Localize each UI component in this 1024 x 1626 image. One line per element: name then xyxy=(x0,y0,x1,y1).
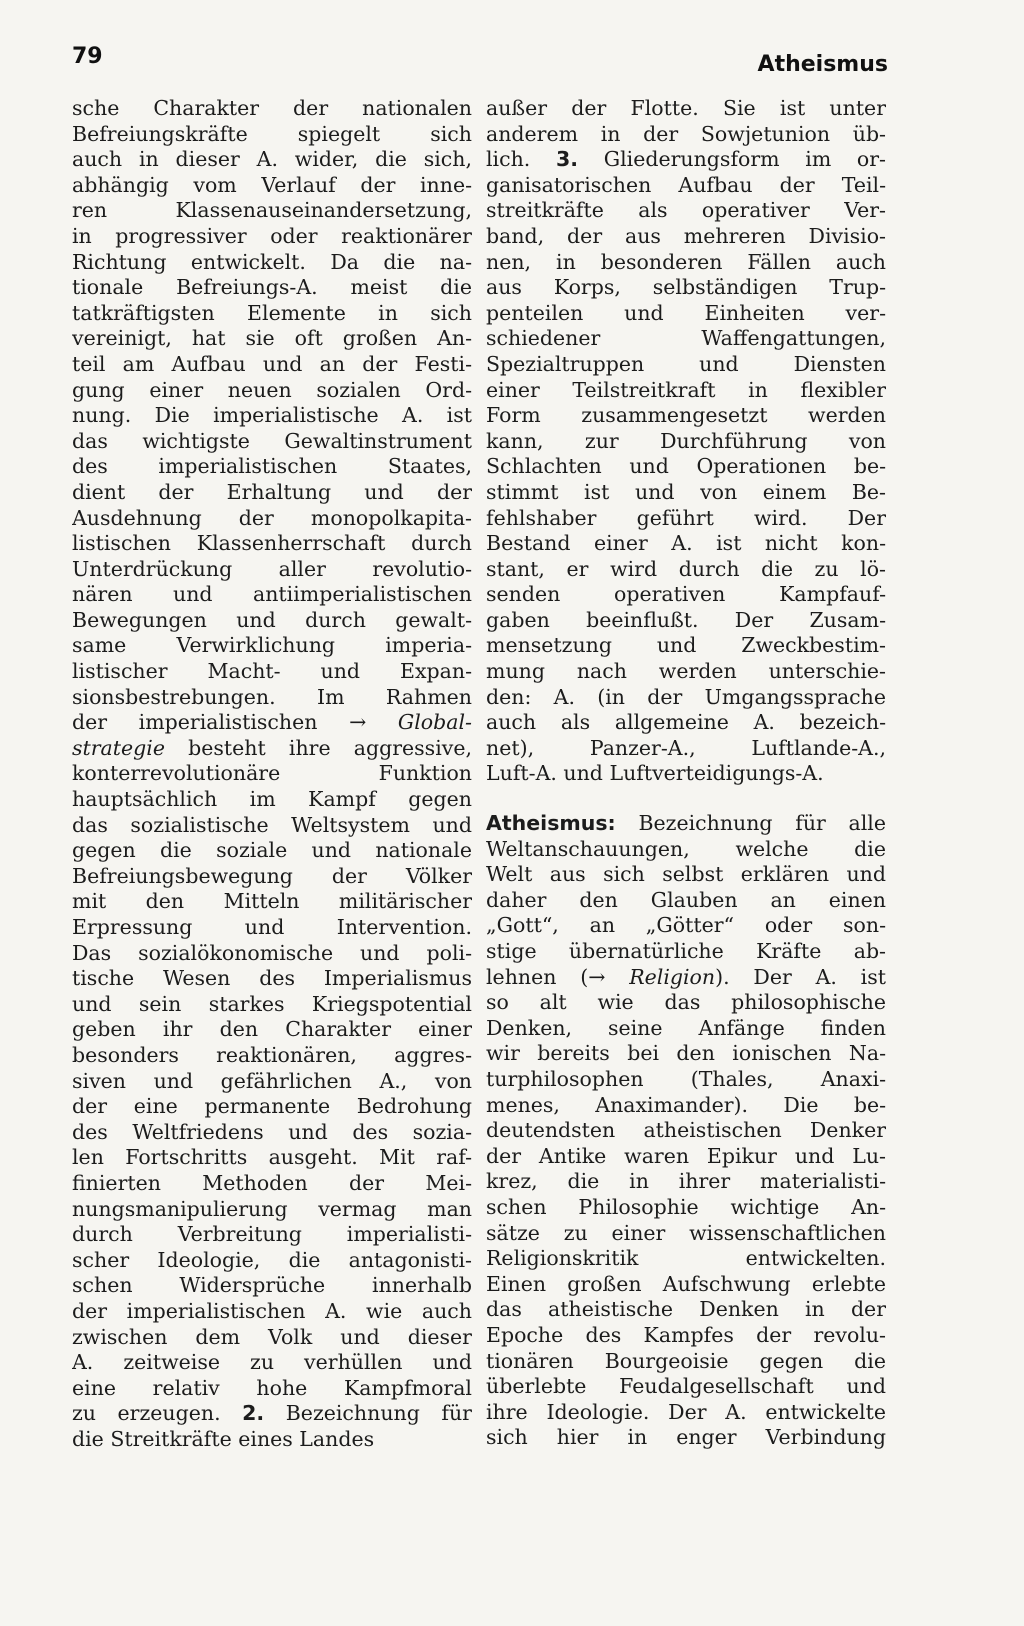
text-fragment: ). Der A. ist xyxy=(715,964,886,989)
text-line: stant, er wird durch die zu lö- xyxy=(486,556,886,581)
text-line-strategie xyxy=(72,736,472,762)
text-fragment: lich. xyxy=(486,147,531,172)
text-line: turphilosophen (Thales, Anaxi- xyxy=(486,1066,886,1091)
text-line: Bestand einer A. ist nicht kon- xyxy=(486,531,886,556)
text-line: den: A. (in der Umgangssprache xyxy=(486,684,886,709)
text-line: daher den Glauben an einen xyxy=(486,887,886,912)
text-line-religion-ref xyxy=(486,965,886,991)
text-line: band, der aus mehreren Divisio- xyxy=(486,223,886,248)
text-line: finierten Methoden der Mei- xyxy=(72,1170,472,1195)
text-line: senden operativen Kampfauf- xyxy=(486,582,886,607)
text-line: Weltanschauungen, welche die xyxy=(486,836,886,861)
text-line: tatkräftigsten Elemente in sich xyxy=(72,300,472,325)
text-line: schiedener Waffengattungen, xyxy=(486,326,886,351)
text-line-global-ref xyxy=(72,710,472,736)
text-line-num-3 xyxy=(486,147,886,173)
text-line: Religionskritik entwickelten. xyxy=(486,1246,886,1271)
text-line: der eine permanente Bedrohung xyxy=(72,1094,472,1119)
text-line: schen Philosophie wichtige An- xyxy=(486,1194,886,1219)
text-line: gaben beeinflußt. Der Zusam- xyxy=(486,607,886,632)
text-line: mit den Mitteln militärischer xyxy=(72,889,472,914)
text-line: des Weltfriedens und des sozia- xyxy=(72,1119,472,1144)
text-line: das sozialistische Weltsystem und xyxy=(72,812,472,837)
text-line: sche Charakter der nationalen xyxy=(72,96,472,120)
text-line: außer der Flotte. Sie ist unter xyxy=(486,96,886,120)
text-line: Befreiungskräfte spiegelt sich xyxy=(72,121,472,146)
page-number: 79 xyxy=(72,44,103,69)
text-line: aus Korps, selbständigen Trup- xyxy=(486,275,886,300)
text-line: geben ihr den Charakter einer xyxy=(72,1017,472,1042)
text-line: Form zusammengesetzt werden xyxy=(486,403,886,428)
text-line: ihre Ideologie. Der A. entwickelte xyxy=(486,1399,886,1424)
text-line: teil am Aufbau und an der Festi- xyxy=(72,351,472,376)
text-fragment: Bezeichnung für xyxy=(264,1401,472,1426)
text-line: wir bereits bei den ionischen Na- xyxy=(486,1041,886,1066)
text-fragment: der imperialistischen xyxy=(72,710,318,735)
text-line: der Antike waren Epikur und Lu- xyxy=(486,1143,886,1168)
text-line: auch in dieser A. wider, die sich, xyxy=(72,147,472,172)
right-column xyxy=(486,96,886,1451)
text-line: Schlachten und Operationen be- xyxy=(486,454,886,479)
text-line: das wichtigste Gewaltinstrument xyxy=(72,428,472,453)
text-line: dient der Erhaltung und der xyxy=(72,479,472,504)
left-column xyxy=(72,96,472,1452)
text-line: der imperialistischen A. wie auch xyxy=(72,1298,472,1323)
text-line: nung. Die imperialistische A. ist xyxy=(72,403,472,428)
cross-reference: strategie xyxy=(72,735,165,760)
text-line: gegen die soziale und nationale xyxy=(72,838,472,863)
text-line: mung nach werden unterschie- xyxy=(486,659,886,684)
text-line: sätze zu einer wissenschaftlichen xyxy=(486,1220,886,1245)
text-line: und sein starkes Kriegspotential xyxy=(72,991,472,1016)
text-line: siven und gefährlichen A., von xyxy=(72,1068,472,1093)
text-line: menes, Anaximander). Die be- xyxy=(486,1092,886,1117)
text-fragment: lehnen ( xyxy=(486,964,589,989)
text-line: „Gott“, an „Götter“ oder son- xyxy=(486,913,886,938)
text-line: abhängig vom Verlauf der inne- xyxy=(72,172,472,197)
text-line: in progressiver oder reaktionärer xyxy=(72,223,472,248)
text-line: kann, zur Durchführung von xyxy=(486,428,886,453)
text-line: die Streitkräfte eines Landes xyxy=(72,1426,375,1451)
text-line: schen Widersprüche innerhalb xyxy=(72,1273,472,1298)
text-line: scher Ideologie, die antagonisti- xyxy=(72,1247,472,1272)
cross-reference: Global- xyxy=(397,710,472,735)
text-line: Unterdrückung aller revolutio- xyxy=(72,556,472,581)
text-line: besonders reaktionären, aggres- xyxy=(72,1042,472,1067)
text-line: Das sozialökonomische und poli- xyxy=(72,940,472,965)
entry-first-line xyxy=(486,811,886,837)
text-line: streitkräfte als operativer Ver- xyxy=(486,198,886,223)
text-line: nen, in besonderen Fällen auch xyxy=(486,249,886,274)
text-line: durch Verbreitung imperialisti- xyxy=(72,1222,472,1247)
text-fragment: zu erzeugen. xyxy=(72,1401,221,1426)
text-line: Bewegungen und durch gewalt- xyxy=(72,607,472,632)
text-line: len Fortschritts ausgeht. Mit raf- xyxy=(72,1145,472,1170)
text-line: fehlshaber geführt wird. Der xyxy=(486,505,886,530)
sense-number: 3. xyxy=(556,147,579,172)
text-line: tische Wesen des Imperialismus xyxy=(72,966,472,991)
text-line: Denken, seine Anfänge finden xyxy=(486,1015,886,1040)
text-line: Luft-A. und Luftverteidigungs-A. xyxy=(486,761,824,786)
text-line: Epoche des Kampfes der revolu- xyxy=(486,1322,886,1347)
arrow-icon: → xyxy=(349,710,367,735)
text-line: net), Panzer-A., Luftlande-A., xyxy=(486,735,886,760)
text-line: konterrevolutionäre Funktion xyxy=(72,761,472,786)
text-line: stimmt ist und von einem Be- xyxy=(486,479,886,504)
text-line: nären und antiimperialistischen xyxy=(72,582,472,607)
text-line: eine relativ hohe Kampfmoral xyxy=(72,1375,472,1400)
text-line: Welt aus sich selbst erklären und xyxy=(486,862,886,887)
text-fragment: besteht ihre aggressive, xyxy=(164,735,472,760)
text-line: A. zeitweise zu verhüllen und xyxy=(72,1350,472,1375)
text-line: auch als allgemeine A. bezeich- xyxy=(486,710,886,735)
entry-headword: Atheismus: xyxy=(486,811,616,836)
cross-reference: Religion xyxy=(605,964,716,989)
text-line: einer Teilstreitkraft in flexibler xyxy=(486,377,886,402)
text-line: anderem in der Sowjetunion üb- xyxy=(486,121,886,146)
text-line: nungsmanipulierung vermag man xyxy=(72,1196,472,1221)
arrow-icon: → xyxy=(588,964,606,989)
text-line: so alt wie das philosophische xyxy=(486,990,886,1015)
text-line: des imperialistischen Staates, xyxy=(72,454,472,479)
text-line: tionären Bourgeoisie gegen die xyxy=(486,1348,886,1373)
text-line: Befreiungsbewegung der Völker xyxy=(72,863,472,888)
text-fragment: Bezeichnung für alle xyxy=(615,811,886,836)
text-line: Erpressung und Intervention. xyxy=(72,915,472,939)
text-line: stige übernatürliche Kräfte ab- xyxy=(486,939,886,963)
text-line: listischer Macht- und Expan- xyxy=(72,659,472,684)
text-line: Ausdehnung der monopolkapita- xyxy=(72,505,472,530)
text-line-num-2 xyxy=(72,1401,472,1427)
text-line: gung einer neuen sozialen Ord- xyxy=(72,377,472,402)
text-line: listischen Klassenherrschaft durch xyxy=(72,531,472,556)
running-head: Atheismus xyxy=(757,52,888,77)
text-line: überlebte Feudalgesellschaft und xyxy=(486,1374,886,1399)
text-line: das atheistische Denken in der xyxy=(486,1297,886,1322)
text-fragment: Gliederungsform im or- xyxy=(578,147,886,172)
sense-number: 2. xyxy=(242,1401,265,1426)
text-line: deutendsten atheistischen Denker xyxy=(486,1118,886,1143)
text-line: Einen großen Aufschwung erlebte xyxy=(486,1271,886,1296)
text-line: tionale Befreiungs-A. meist die xyxy=(72,275,472,300)
text-line: same Verwirklichung imperia- xyxy=(72,633,472,658)
text-line: vereinigt, hat sie oft großen An- xyxy=(72,326,472,351)
text-line: ren Klassenauseinandersetzung, xyxy=(72,198,472,223)
entry-separator xyxy=(486,787,886,811)
text-line: sionsbestrebungen. Im Rahmen xyxy=(72,684,472,709)
text-line: Richtung entwickelt. Da die na- xyxy=(72,249,472,274)
text-line: krez, die in ihrer materialisti- xyxy=(486,1169,886,1194)
text-line: penteilen und Einheiten ver- xyxy=(486,300,886,325)
text-line: ganisatorischen Aufbau der Teil- xyxy=(486,172,886,197)
text-line: zwischen dem Volk und dieser xyxy=(72,1324,472,1349)
text-line: sich hier in enger Verbindung xyxy=(486,1425,886,1450)
text-line: Spezialtruppen und Diensten xyxy=(486,351,886,376)
text-line: hauptsächlich im Kampf gegen xyxy=(72,787,472,812)
text-line: mensetzung und Zweckbestim- xyxy=(486,633,886,658)
